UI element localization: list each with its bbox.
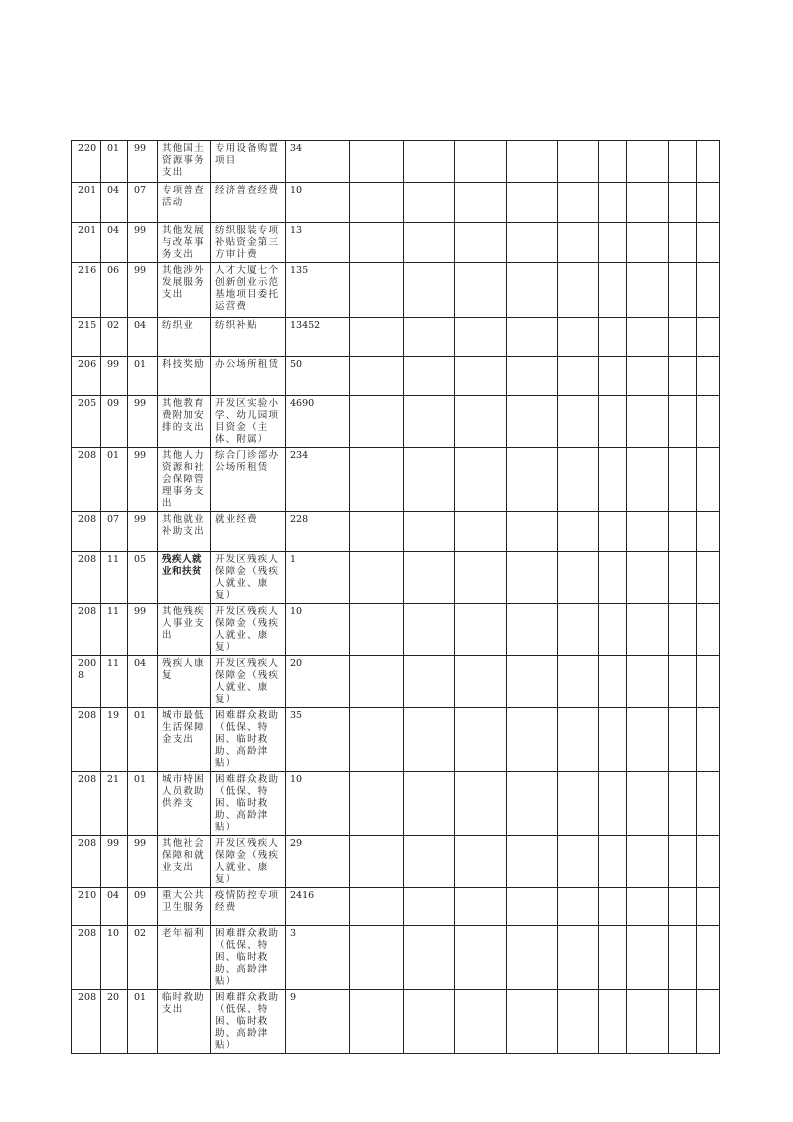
empty-cell: [669, 183, 697, 223]
code-subitem-cell: 99: [128, 396, 158, 448]
empty-cell: [669, 926, 697, 990]
empty-cell: [627, 396, 669, 448]
code-subitem-cell: 04: [128, 656, 158, 708]
code-item-cell: 99: [101, 357, 128, 396]
empty-cell: [507, 708, 558, 772]
category-cell: 其他国土资源事务支出: [158, 141, 211, 183]
empty-cell: [558, 604, 599, 656]
empty-cell: [599, 772, 627, 836]
project-cell: 困难群众救助（低保、特困、临时救助、高龄津贴）: [211, 990, 286, 1054]
empty-cell: [404, 448, 455, 512]
empty-cell: [404, 318, 455, 357]
empty-cell: [350, 656, 404, 708]
empty-cell: [404, 512, 455, 552]
empty-cell: [404, 772, 455, 836]
empty-cell: [350, 604, 404, 656]
category-cell: 其他社会保障和就业支出: [158, 836, 211, 888]
amount-cell: 10: [286, 772, 350, 836]
empty-cell: [627, 357, 669, 396]
project-cell: 办公场所租赁: [211, 357, 286, 396]
empty-cell: [627, 990, 669, 1054]
empty-cell: [507, 836, 558, 888]
empty-cell: [599, 141, 627, 183]
empty-cell: [669, 656, 697, 708]
empty-cell: [455, 656, 507, 708]
empty-cell: [697, 357, 720, 396]
empty-cell: [669, 318, 697, 357]
empty-cell: [404, 552, 455, 604]
project-cell: 开发区实验小学、幼儿园项目资金（主体、附属）: [211, 396, 286, 448]
empty-cell: [455, 888, 507, 926]
project-cell: 人才大厦七个创新创业示范基地项目委托运营费: [211, 263, 286, 318]
empty-cell: [697, 223, 720, 263]
empty-cell: [627, 888, 669, 926]
table-row: [72, 836, 720, 888]
empty-cell: [404, 708, 455, 772]
empty-cell: [558, 183, 599, 223]
amount-cell: 9: [286, 990, 350, 1054]
empty-cell: [558, 926, 599, 990]
empty-cell: [697, 990, 720, 1054]
code-subitem-cell: 99: [128, 448, 158, 512]
empty-cell: [669, 223, 697, 263]
category-cell: 纺织业: [158, 318, 211, 357]
empty-cell: [404, 141, 455, 183]
table-row: [72, 604, 720, 656]
empty-cell: [627, 223, 669, 263]
table-row: [72, 926, 720, 990]
category-cell: 科技奖励: [158, 357, 211, 396]
project-cell: 疫情防控专项经费: [211, 888, 286, 926]
empty-cell: [599, 708, 627, 772]
empty-cell: [669, 448, 697, 512]
empty-cell: [455, 141, 507, 183]
empty-cell: [350, 512, 404, 552]
budget-table: [71, 140, 720, 1054]
empty-cell: [455, 396, 507, 448]
category-cell: 临时救助支出: [158, 990, 211, 1054]
code-class-cell: 220: [72, 141, 101, 183]
category-cell: 其他涉外发展服务支出: [158, 263, 211, 318]
empty-cell: [669, 357, 697, 396]
code-class-cell: 208: [72, 836, 101, 888]
empty-cell: [350, 836, 404, 888]
empty-cell: [350, 772, 404, 836]
empty-cell: [599, 448, 627, 512]
empty-cell: [350, 448, 404, 512]
empty-cell: [697, 926, 720, 990]
empty-cell: [599, 396, 627, 448]
empty-cell: [455, 708, 507, 772]
empty-cell: [558, 263, 599, 318]
amount-cell: 4690: [286, 396, 350, 448]
empty-cell: [627, 656, 669, 708]
code-class-cell: 208: [72, 990, 101, 1054]
table-row: [72, 888, 720, 926]
amount-cell: 228: [286, 512, 350, 552]
category-cell: 残疾人就业和扶贫: [158, 552, 211, 604]
empty-cell: [507, 448, 558, 512]
empty-cell: [697, 552, 720, 604]
code-class-cell: 208: [72, 926, 101, 990]
code-item-cell: 11: [101, 656, 128, 708]
code-subitem-cell: 01: [128, 357, 158, 396]
code-subitem-cell: 99: [128, 223, 158, 263]
amount-cell: 20: [286, 656, 350, 708]
empty-cell: [599, 512, 627, 552]
empty-cell: [669, 772, 697, 836]
code-subitem-cell: 99: [128, 141, 158, 183]
empty-cell: [404, 223, 455, 263]
empty-cell: [599, 357, 627, 396]
table-row: [72, 357, 720, 396]
project-cell: 纺织补贴: [211, 318, 286, 357]
project-cell: 困难群众救助（低保、特困、临时救助、高龄津贴）: [211, 708, 286, 772]
empty-cell: [697, 183, 720, 223]
category-cell: 专项普查活动: [158, 183, 211, 223]
empty-cell: [669, 604, 697, 656]
code-class-cell: 2008: [72, 656, 101, 708]
empty-cell: [558, 656, 599, 708]
empty-cell: [669, 396, 697, 448]
project-cell: 纺织服装专项补贴资金第三方审计费: [211, 223, 286, 263]
empty-cell: [404, 656, 455, 708]
amount-cell: 1: [286, 552, 350, 604]
empty-cell: [669, 990, 697, 1054]
code-class-cell: 201: [72, 223, 101, 263]
empty-cell: [627, 926, 669, 990]
category-cell: 其他残疾人事业支出: [158, 604, 211, 656]
table-row: [72, 183, 720, 223]
empty-cell: [350, 708, 404, 772]
code-item-cell: 07: [101, 512, 128, 552]
empty-cell: [558, 708, 599, 772]
empty-cell: [627, 708, 669, 772]
empty-cell: [404, 396, 455, 448]
empty-cell: [697, 141, 720, 183]
empty-cell: [350, 396, 404, 448]
empty-cell: [455, 263, 507, 318]
amount-cell: 50: [286, 357, 350, 396]
category-cell: 其他教育费附加安排的支出: [158, 396, 211, 448]
empty-cell: [404, 926, 455, 990]
empty-cell: [697, 656, 720, 708]
project-cell: 开发区残疾人保障金（残疾人就业、康复）: [211, 604, 286, 656]
category-cell: 老年福利: [158, 926, 211, 990]
project-cell: 开发区残疾人保障金（残疾人就业、康复）: [211, 656, 286, 708]
empty-cell: [627, 183, 669, 223]
empty-cell: [558, 552, 599, 604]
project-cell: 就业经费: [211, 512, 286, 552]
empty-cell: [507, 396, 558, 448]
code-subitem-cell: 99: [128, 604, 158, 656]
empty-cell: [558, 448, 599, 512]
empty-cell: [599, 552, 627, 604]
project-cell: 困难群众救助（低保、特困、临时救助、高龄津贴）: [211, 926, 286, 990]
empty-cell: [599, 888, 627, 926]
empty-cell: [599, 318, 627, 357]
code-item-cell: 11: [101, 552, 128, 604]
empty-cell: [669, 141, 697, 183]
empty-cell: [697, 708, 720, 772]
amount-cell: 10: [286, 604, 350, 656]
table-row: [72, 396, 720, 448]
empty-cell: [627, 836, 669, 888]
table-row: [72, 141, 720, 183]
empty-cell: [507, 141, 558, 183]
code-item-cell: 19: [101, 708, 128, 772]
code-class-cell: 208: [72, 708, 101, 772]
code-item-cell: 10: [101, 926, 128, 990]
empty-cell: [669, 552, 697, 604]
empty-cell: [599, 223, 627, 263]
empty-cell: [697, 772, 720, 836]
code-item-cell: 99: [101, 836, 128, 888]
category-cell: 其他人力资源和社会保障管理事务支出: [158, 448, 211, 512]
code-subitem-cell: 99: [128, 263, 158, 318]
empty-cell: [507, 656, 558, 708]
amount-cell: 10: [286, 183, 350, 223]
amount-cell: 34: [286, 141, 350, 183]
empty-cell: [599, 604, 627, 656]
empty-cell: [350, 926, 404, 990]
empty-cell: [599, 263, 627, 318]
empty-cell: [350, 357, 404, 396]
empty-cell: [507, 223, 558, 263]
amount-cell: 35: [286, 708, 350, 772]
empty-cell: [507, 888, 558, 926]
empty-cell: [455, 512, 507, 552]
empty-cell: [404, 990, 455, 1054]
empty-cell: [627, 772, 669, 836]
code-item-cell: 02: [101, 318, 128, 357]
code-subitem-cell: 01: [128, 772, 158, 836]
project-cell: 经济普查经费: [211, 183, 286, 223]
project-cell: 开发区残疾人保障金（残疾人就业、康复）: [211, 836, 286, 888]
code-item-cell: 21: [101, 772, 128, 836]
empty-cell: [599, 926, 627, 990]
project-cell: 开发区残疾人保障金（残疾人就业、康复）: [211, 552, 286, 604]
empty-cell: [627, 512, 669, 552]
table-body: [72, 141, 720, 1054]
empty-cell: [627, 448, 669, 512]
table-row: [72, 552, 720, 604]
table-row: [72, 223, 720, 263]
code-class-cell: 208: [72, 448, 101, 512]
empty-cell: [455, 772, 507, 836]
empty-cell: [558, 141, 599, 183]
table-row: [72, 263, 720, 318]
empty-cell: [455, 552, 507, 604]
empty-cell: [669, 836, 697, 888]
empty-cell: [627, 318, 669, 357]
category-cell: 残疾人康复: [158, 656, 211, 708]
table-row: [72, 448, 720, 512]
code-class-cell: 205: [72, 396, 101, 448]
empty-cell: [455, 836, 507, 888]
code-subitem-cell: 99: [128, 836, 158, 888]
empty-cell: [350, 552, 404, 604]
amount-cell: 2416: [286, 888, 350, 926]
code-subitem-cell: 07: [128, 183, 158, 223]
empty-cell: [404, 888, 455, 926]
empty-cell: [697, 263, 720, 318]
empty-cell: [455, 357, 507, 396]
empty-cell: [404, 183, 455, 223]
empty-cell: [627, 263, 669, 318]
table-row: [72, 708, 720, 772]
empty-cell: [455, 318, 507, 357]
empty-cell: [697, 448, 720, 512]
empty-cell: [350, 263, 404, 318]
empty-cell: [669, 708, 697, 772]
empty-cell: [350, 183, 404, 223]
empty-cell: [697, 836, 720, 888]
code-class-cell: 210: [72, 888, 101, 926]
empty-cell: [599, 990, 627, 1054]
empty-cell: [455, 604, 507, 656]
code-item-cell: 04: [101, 223, 128, 263]
code-subitem-cell: 05: [128, 552, 158, 604]
empty-cell: [558, 836, 599, 888]
code-class-cell: 206: [72, 357, 101, 396]
code-class-cell: 216: [72, 263, 101, 318]
empty-cell: [697, 512, 720, 552]
amount-cell: 13452: [286, 318, 350, 357]
empty-cell: [558, 396, 599, 448]
code-class-cell: 208: [72, 772, 101, 836]
empty-cell: [507, 263, 558, 318]
empty-cell: [507, 512, 558, 552]
code-item-cell: 01: [101, 448, 128, 512]
table-row: [72, 990, 720, 1054]
category-cell: 城市特困人员救助供养支: [158, 772, 211, 836]
table-row: [72, 512, 720, 552]
empty-cell: [507, 604, 558, 656]
code-item-cell: 04: [101, 888, 128, 926]
code-class-cell: 201: [72, 183, 101, 223]
amount-cell: 3: [286, 926, 350, 990]
empty-cell: [404, 836, 455, 888]
empty-cell: [558, 223, 599, 263]
empty-cell: [404, 263, 455, 318]
empty-cell: [507, 772, 558, 836]
empty-cell: [558, 990, 599, 1054]
code-class-cell: 208: [72, 604, 101, 656]
empty-cell: [627, 552, 669, 604]
empty-cell: [669, 888, 697, 926]
category-cell: 其他发展与改革事务支出: [158, 223, 211, 263]
empty-cell: [350, 141, 404, 183]
code-item-cell: 11: [101, 604, 128, 656]
table-row: [72, 772, 720, 836]
code-subitem-cell: 01: [128, 990, 158, 1054]
empty-cell: [669, 263, 697, 318]
empty-cell: [455, 990, 507, 1054]
empty-cell: [507, 552, 558, 604]
empty-cell: [558, 512, 599, 552]
empty-cell: [697, 888, 720, 926]
empty-cell: [599, 656, 627, 708]
code-class-cell: 208: [72, 552, 101, 604]
empty-cell: [350, 223, 404, 263]
code-subitem-cell: 02: [128, 926, 158, 990]
code-class-cell: 215: [72, 318, 101, 357]
empty-cell: [404, 604, 455, 656]
project-cell: 综合门诊部办公场所租赁: [211, 448, 286, 512]
category-cell: 重大公共卫生服务: [158, 888, 211, 926]
table-row: [72, 318, 720, 357]
empty-cell: [697, 396, 720, 448]
empty-cell: [507, 990, 558, 1054]
empty-cell: [507, 183, 558, 223]
empty-cell: [697, 604, 720, 656]
code-item-cell: 09: [101, 396, 128, 448]
amount-cell: 29: [286, 836, 350, 888]
empty-cell: [507, 357, 558, 396]
empty-cell: [350, 888, 404, 926]
empty-cell: [455, 448, 507, 512]
code-item-cell: 01: [101, 141, 128, 183]
category-cell: 城市最低生活保障金支出: [158, 708, 211, 772]
amount-cell: 135: [286, 263, 350, 318]
empty-cell: [455, 926, 507, 990]
empty-cell: [350, 990, 404, 1054]
category-cell: 其他就业补助支出: [158, 512, 211, 552]
empty-cell: [627, 604, 669, 656]
code-item-cell: 06: [101, 263, 128, 318]
amount-cell: 234: [286, 448, 350, 512]
code-class-cell: 208: [72, 512, 101, 552]
code-subitem-cell: 09: [128, 888, 158, 926]
empty-cell: [404, 357, 455, 396]
empty-cell: [599, 836, 627, 888]
empty-cell: [627, 141, 669, 183]
empty-cell: [697, 318, 720, 357]
empty-cell: [507, 318, 558, 357]
empty-cell: [455, 223, 507, 263]
code-item-cell: 20: [101, 990, 128, 1054]
empty-cell: [599, 183, 627, 223]
code-subitem-cell: 01: [128, 708, 158, 772]
empty-cell: [455, 183, 507, 223]
empty-cell: [558, 318, 599, 357]
empty-cell: [558, 772, 599, 836]
project-cell: 困难群众救助（低保、特困、临时救助、高龄津贴）: [211, 772, 286, 836]
empty-cell: [350, 318, 404, 357]
table-row: [72, 656, 720, 708]
code-subitem-cell: 99: [128, 512, 158, 552]
empty-cell: [558, 888, 599, 926]
empty-cell: [669, 512, 697, 552]
amount-cell: 13: [286, 223, 350, 263]
empty-cell: [558, 357, 599, 396]
code-subitem-cell: 04: [128, 318, 158, 357]
project-cell: 专用设备购置项目: [211, 141, 286, 183]
code-item-cell: 04: [101, 183, 128, 223]
empty-cell: [507, 926, 558, 990]
